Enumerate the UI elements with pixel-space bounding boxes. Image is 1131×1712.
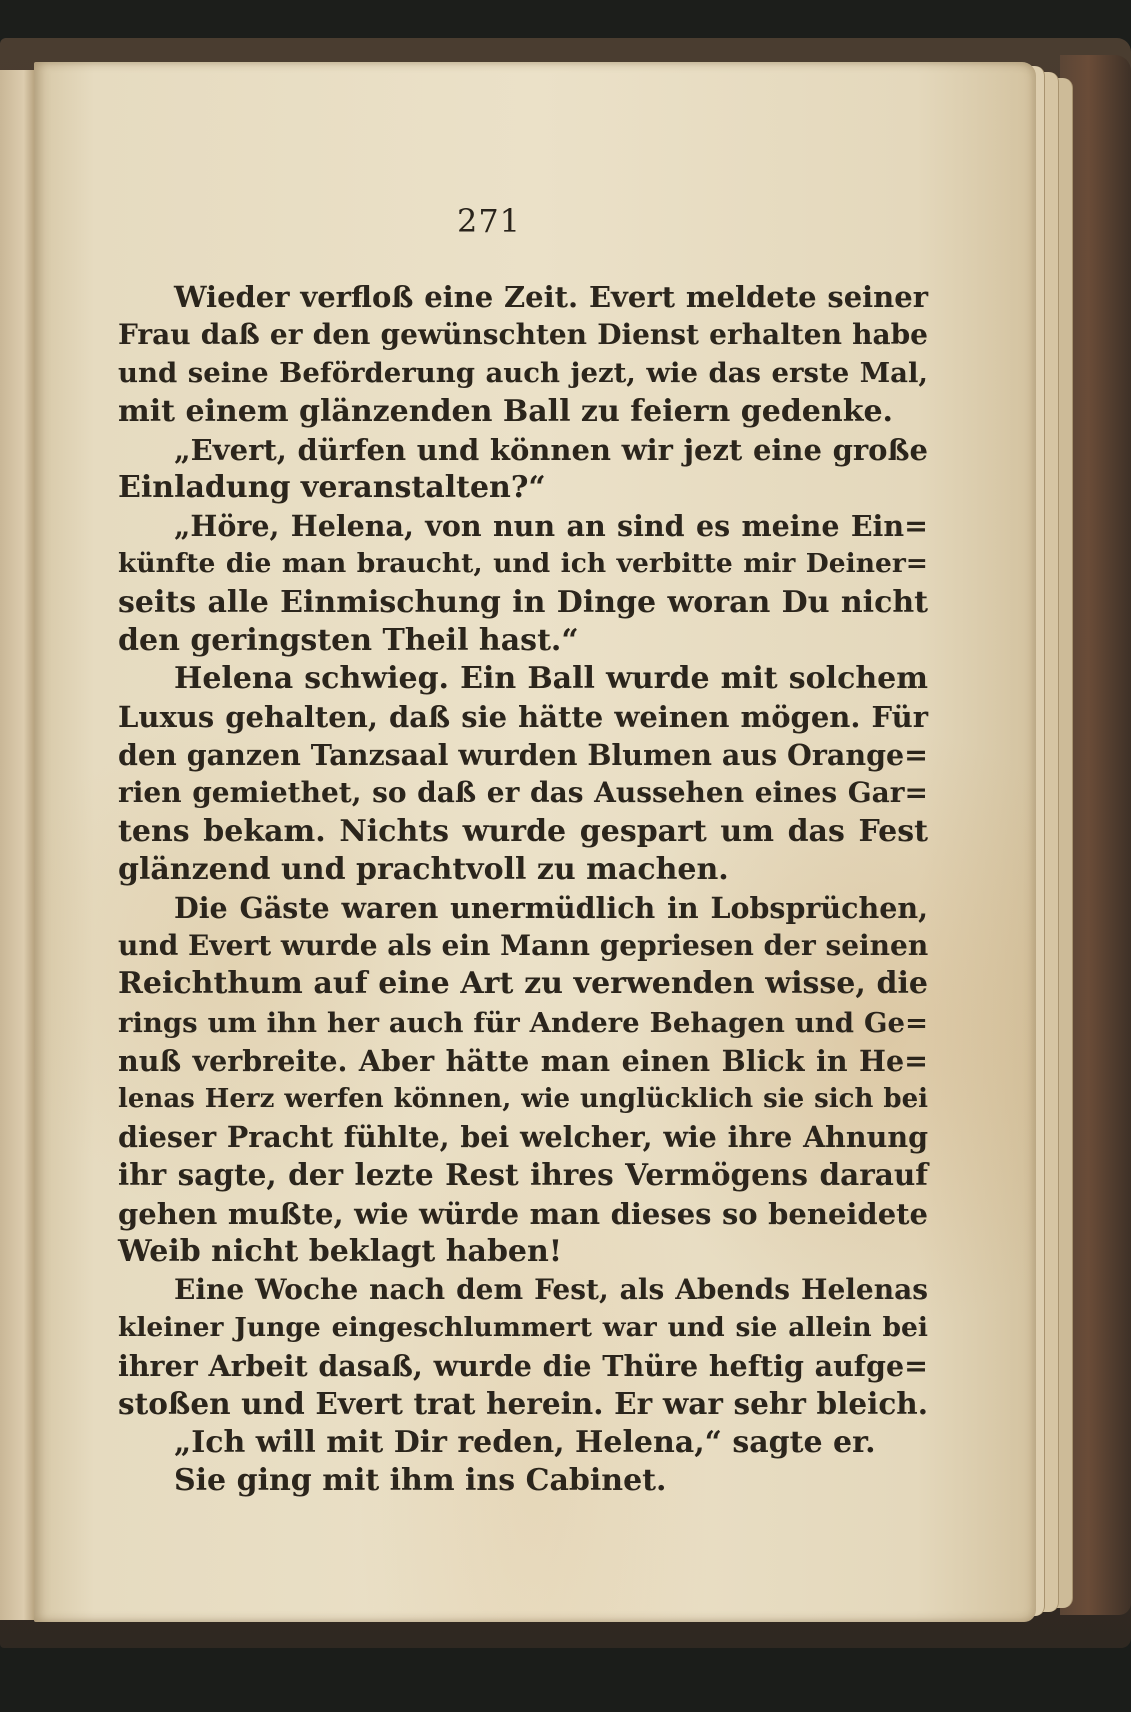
text-line: tens bekam. Nichts wurde gespart um das Fest [118, 813, 928, 849]
text-line: mit einem glänzenden Ball zu feiern gedenke. [118, 393, 894, 429]
text-line: rings um ihn her auch für Andere Behagen und Ge= [118, 1006, 928, 1039]
text-line: Helena schwieg. Ein Ball wurde mit solchem [174, 660, 928, 696]
text-line: Wieder verfloß eine Zeit. Evert meldete seiner [174, 280, 928, 314]
text-line: seits alle Einmischung in Dinge woran Du nicht [118, 584, 928, 620]
text-line: gehen mußte, wie würde man dieses so beneidete [118, 1196, 928, 1231]
text-line: Luxus gehalten, daß sie hätte weinen mögen. Für [118, 700, 928, 735]
text-line: lenas Herz werfen können, wie unglücklich sie sich bei [118, 1083, 928, 1114]
text-line: den ganzen Tanzsaal wurden Blumen aus Orange= [118, 738, 929, 773]
text-line: rien gemiethet, so daß er das Aussehen eines Gar= [118, 776, 928, 810]
text-line: Einladung veranstalten?“ [118, 469, 546, 505]
text-line: glänzend und prachtvoll zu machen. [118, 851, 729, 887]
text-line: den geringsten Theil hast.“ [118, 622, 579, 658]
text-line: kleiner Junge eingeschlummert war und sie allein bei [118, 1312, 928, 1344]
text-line: dieser Pracht fühlte, bei welcher, wie ihre Ahnung [118, 1120, 928, 1155]
text-line: nuß verbreite. Aber hätte man einen Blick in He= [118, 1043, 928, 1078]
text-line: Weib nicht beklagt haben! [118, 1233, 562, 1269]
text-line: „Ich will mit Dir reden, Helena,“ sagte er. [174, 1424, 876, 1460]
text-line: Frau daß er den gewünschten Dienst erhalten habe [118, 318, 928, 352]
text-line: Reichthum auf eine Art zu verwenden wisse, die [118, 966, 928, 1002]
text-line: künfte die man braucht, und ich verbitte mir Deiner= [118, 548, 928, 580]
left-page-edge [0, 70, 36, 1620]
text-line: „Evert, dürfen und können wir jezt eine große [174, 432, 928, 467]
text-line: „Höre, Helena, von nun an sind es meine Ein= [174, 509, 928, 544]
text-line: Eine Woche nach dem Fest, als Abends Helenas [174, 1272, 928, 1306]
text-line: Die Gäste waren unermüdlich in Lobsprüchen, [174, 891, 928, 925]
text-line: ihrer Arbeit dasaß, wurde die Thüre heftig aufge= [118, 1349, 928, 1384]
text-line: stoßen und Evert trat herein. Er war sehr bleich. [118, 1386, 928, 1422]
text-line: und Evert wurde als ein Mann gepriesen der seinen [118, 929, 929, 963]
book-page [34, 62, 1036, 1622]
page-number: 271 [456, 202, 522, 240]
text-line: ihr sagte, der lezte Rest ihres Vermögens darauf [118, 1157, 928, 1193]
text-line: und seine Beförderung auch jezt, wie das erste Mal, [118, 357, 928, 390]
page-text [118, 278, 928, 1500]
text-line: Sie ging mit ihm ins Cabinet. [174, 1462, 667, 1498]
